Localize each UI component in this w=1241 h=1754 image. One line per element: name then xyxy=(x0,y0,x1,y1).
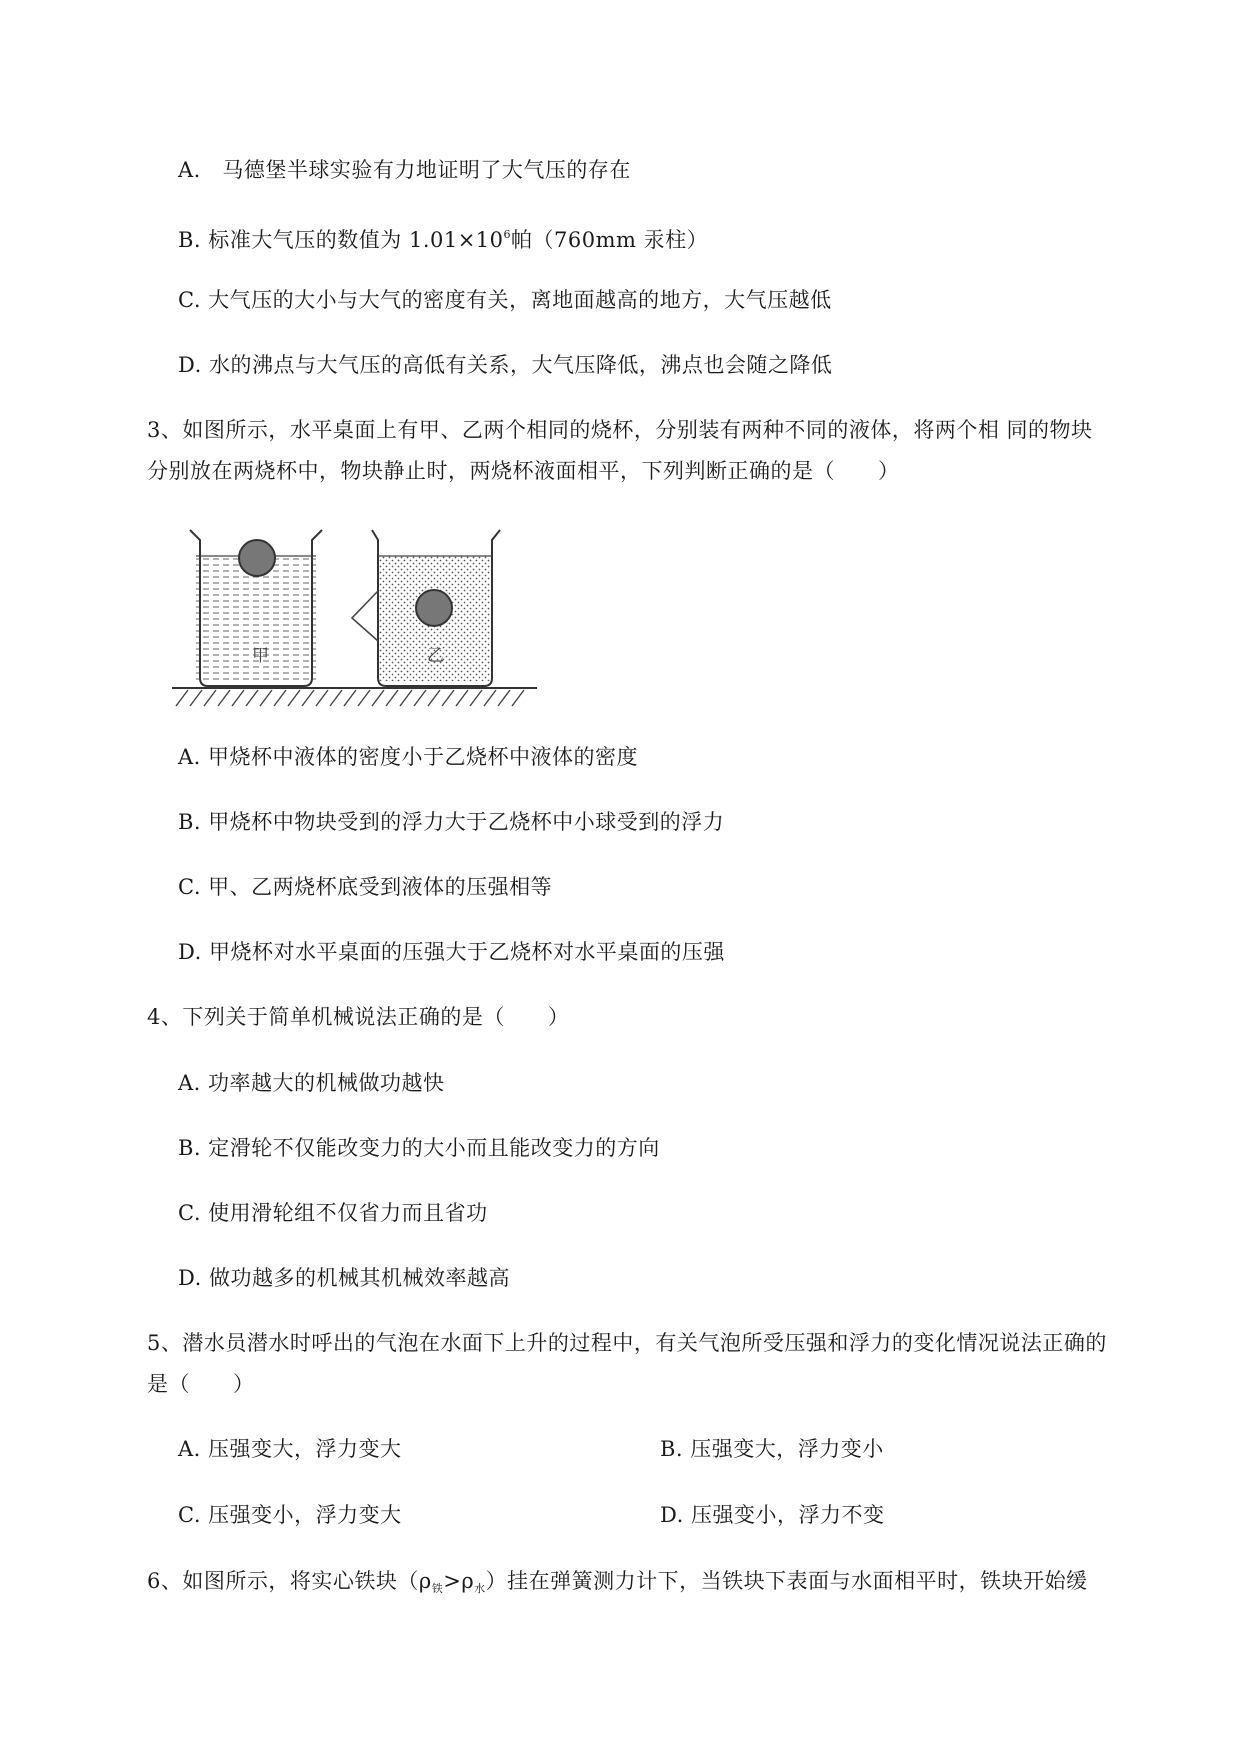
q4-option-d: D. 做功越多的机械其机械效率越高 xyxy=(178,1266,510,1290)
q4-option-b: B. 定滑轮不仅能改变力的大小而且能改变力的方向 xyxy=(178,1136,660,1160)
q2-option-c: C. 大气压的大小与大气的密度有关，离地面越高的地方，大气压越低 xyxy=(178,288,832,312)
q5-option-c: C. 压强变小，浮力变大 xyxy=(178,1503,402,1527)
q4-option-c: C. 使用滑轮组不仅省力而且省功 xyxy=(178,1201,488,1225)
q3-stem-line2: 分别放在两烧杯中，物块静止时，两烧杯液面相平，下列判断正确的是（ ） xyxy=(147,459,900,483)
q6-stem xyxy=(147,1566,1088,1604)
q5-option-a: A. 压强变大，浮力变大 xyxy=(178,1437,402,1461)
q3-option-a: A. 甲烧杯中液体的密度小于乙烧杯中液体的密度 xyxy=(178,745,639,769)
q4-option-a: A. 功率越大的机械做功越快 xyxy=(178,1071,445,1095)
label-jia: 甲 xyxy=(252,646,269,666)
q2-option-d: D. 水的沸点与大气压的高低有关系，大气压降低，沸点也会随之降低 xyxy=(178,353,833,377)
q3-option-d: D. 甲烧杯对水平桌面的压强大于乙烧杯对水平桌面的压强 xyxy=(178,940,725,964)
block-left xyxy=(239,540,275,576)
q6-sub-iron: 铁 xyxy=(431,1582,444,1595)
q2-option-a: A. 马德堡半球实验有力地证明了大气压的存在 xyxy=(178,158,631,182)
q5-stem-line1: 5、潜水员潜水时呼出的气泡在水面下上升的过程中，有关气泡所受压强和浮力的变化情况说法正确的 xyxy=(147,1331,1107,1355)
q2-option-b-suffix: 帕（760mm 汞柱） xyxy=(511,228,709,252)
q6-gt: >ρ xyxy=(443,1569,475,1593)
q3-option-c: C. 甲、乙两烧杯底受到液体的压强相等 xyxy=(178,875,553,899)
q2-option-b xyxy=(178,220,708,255)
beakers-figure xyxy=(172,526,537,708)
block-right xyxy=(416,590,452,626)
label-yi: 乙 xyxy=(427,646,444,666)
q6-stem-part1: 6、如图所示，将实心铁块（ρ xyxy=(147,1569,432,1593)
beaker-right xyxy=(352,530,500,686)
q5-stem-line2: 是（ ） xyxy=(147,1372,255,1396)
q6-stem-part2: ）挂在弹簧测力计下，当铁块下表面与水面相平时，铁块开始缓 xyxy=(485,1569,1088,1593)
q2-option-b-prefix: B. 标准大气压的数值为 1.01×10 xyxy=(178,228,504,252)
q2-option-b-exponent: 6 xyxy=(503,228,512,241)
beaker-left xyxy=(190,530,322,686)
q5-option-b: B. 压强变大，浮力变小 xyxy=(660,1437,884,1461)
q3-option-b: B. 甲烧杯中物块受到的浮力大于乙烧杯中小球受到的浮力 xyxy=(178,810,725,834)
beaker-spout xyxy=(352,591,378,641)
table-surface xyxy=(172,688,537,706)
q3-stem-line1: 3、如图所示，水平桌面上有甲、乙两个相同的烧杯，分别装有两种不同的液体，将两个相 同的物块 xyxy=(147,418,1093,442)
q5-option-d: D. 压强变小，浮力不变 xyxy=(660,1503,885,1527)
q6-sub-water: 水 xyxy=(474,1582,486,1595)
q4-stem: 4、下列关于简单机械说法正确的是（ ） xyxy=(147,1005,570,1029)
